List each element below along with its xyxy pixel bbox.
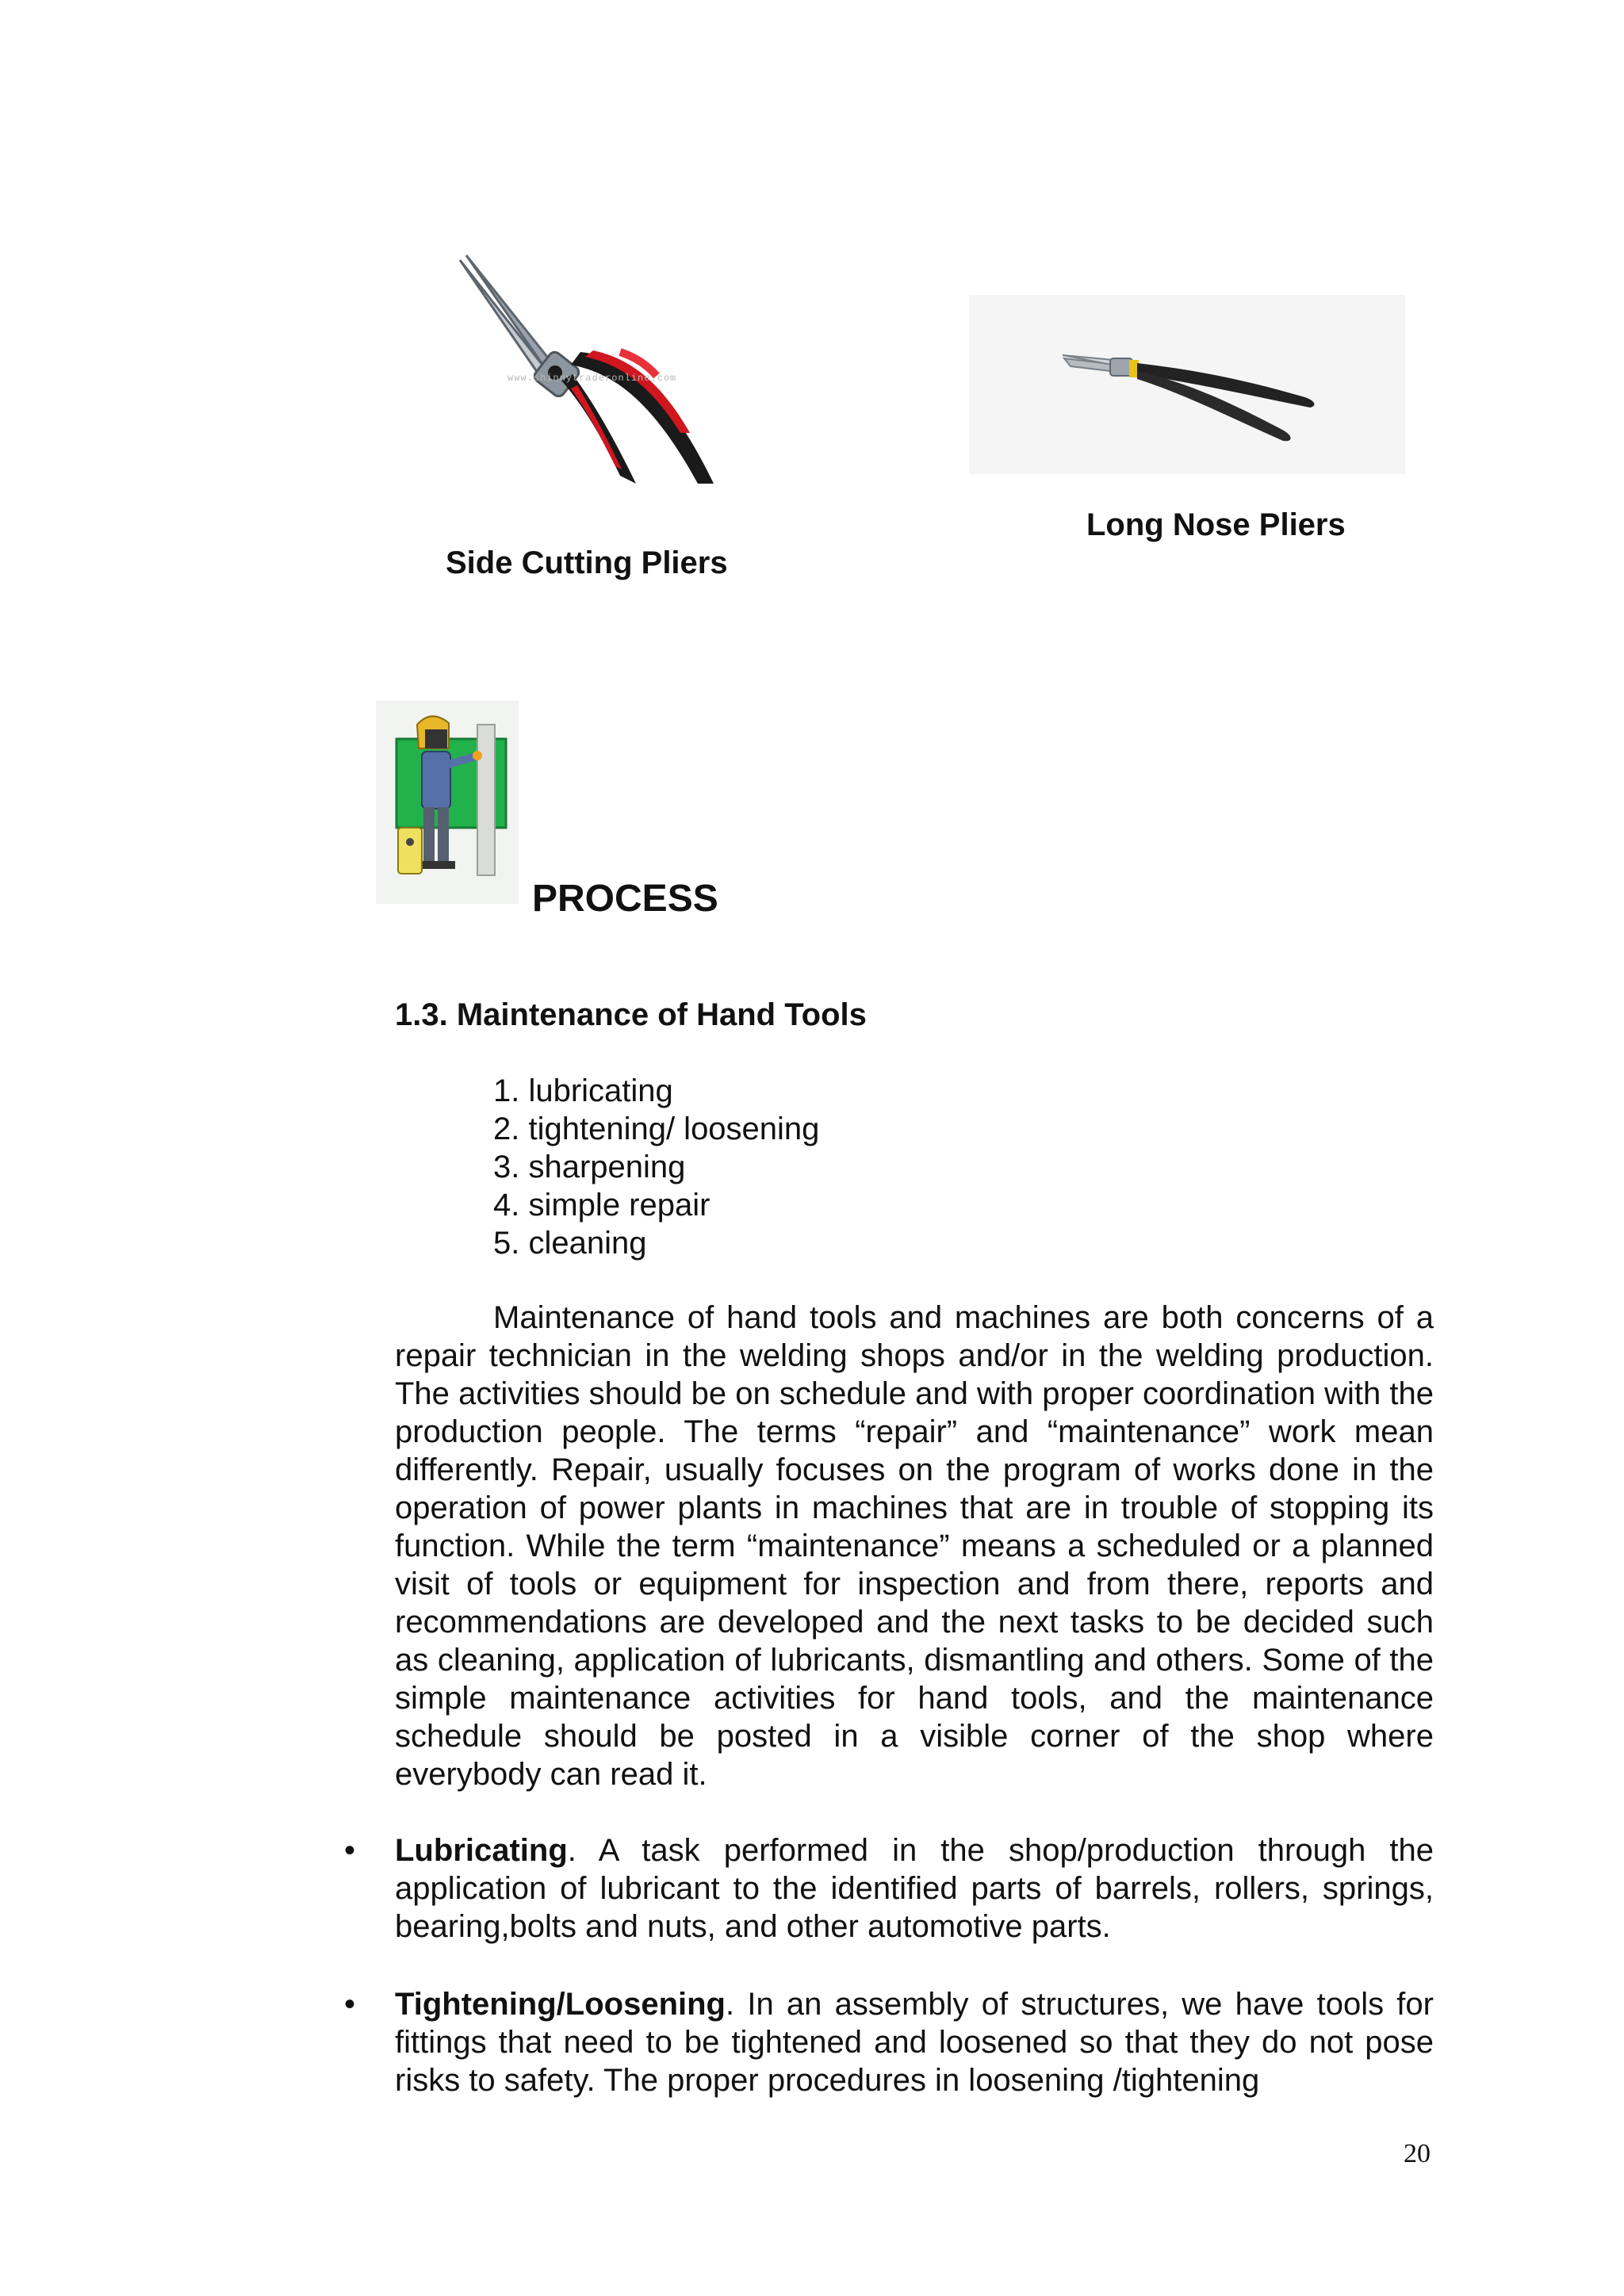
bullet-tightening-loosening	[395, 1985, 1434, 2099]
list-item: 2. tightening/ loosening	[493, 1112, 820, 1146]
bullet-text: . In an assembly of structures, we have tools for fittings that need to be tightened and loosened so that they do not pose risks to safety. The proper procedures in loosening /tightening	[395, 1987, 1434, 2098]
side-cutting-pliers-image	[452, 246, 737, 499]
long-nose-pliers-caption: Long Nose Pliers	[1086, 507, 1346, 542]
page-number: 20	[1404, 2139, 1431, 2168]
welder-clipart-image	[376, 701, 519, 904]
bullet-marker: •	[344, 1833, 356, 1868]
bullet-lubricating	[395, 1831, 1434, 1946]
bullet-marker: •	[344, 1987, 356, 2022]
long-nose-pliers-image	[969, 295, 1405, 474]
maintenance-list	[493, 1072, 819, 1262]
watermark-text: www.shinnytraderonline.com	[508, 373, 677, 384]
bullet-term: Lubricating	[395, 1833, 568, 1868]
list-item: 4. simple repair	[493, 1188, 710, 1223]
side-cutting-pliers-caption: Side Cutting Pliers	[446, 545, 728, 580]
list-item: 1. lubricating	[493, 1073, 673, 1108]
list-item: 3. sharpening	[493, 1150, 686, 1184]
bullet-text: . A task performed in the shop/production through the application of lubricant to the identified parts of barrels, rollers, springs, bearing,bolts and nuts, and other automotive parts.	[395, 1833, 1434, 1944]
section-heading: 1.3. Maintenance of Hand Tools	[395, 997, 867, 1032]
list-item: 5. cleaning	[493, 1226, 647, 1261]
intro-paragraph: Maintenance of hand tools and machines are both concerns of a repair technician in the welding shops and/or in the welding production. The activities should be on schedule and with proper coordination with the production people. The terms “repair” and “maintenance” work mean differently. Repair, usually focuses on the program of works done in the operation of power plants in machines that are in trouble of stopping its function. While the term “maintenance” means a scheduled or a planned visit of tools or equipment for inspection and from there, reports and recommendations are developed and the next tasks to be decided such as cleaning, application of lubricants, dismantling and others. Some of the simple maintenance activities for hand tools, and the maintenance schedule should be posted in a visible corner of the shop where everybody can read it.	[395, 1300, 1434, 1792]
process-heading: PROCESS	[532, 878, 718, 920]
bullet-term: Tightening/Loosening	[395, 1987, 726, 2022]
